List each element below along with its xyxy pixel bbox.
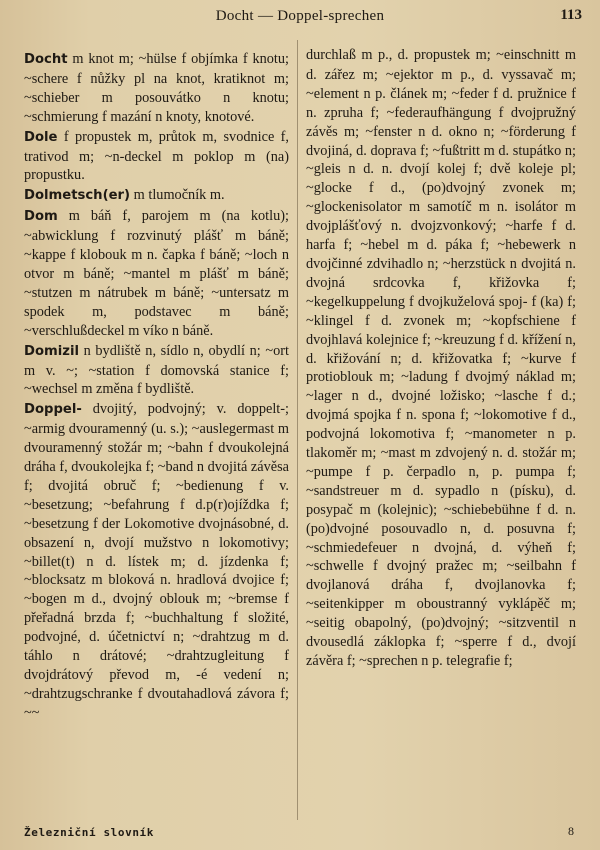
dictionary-entry: [24, 128, 289, 186]
page-footer: [24, 826, 584, 844]
entry-headword: Domizil: [24, 343, 79, 359]
right-column: [306, 46, 576, 671]
dictionary-entry: [24, 207, 289, 340]
entry-text: m báň f, parojem m (na kotlu); ~abwicklung f rozvinutý plášť m báně; ~kappe f klobouk m n. čapka f báně; ~loch n otvor m báně; ~mantel m plášť m báně; ~stutzen m nátrubek m báně; ~untersatz m spodek m, podstavec m báně; ~verschlußdeckel m víko n báně.: [24, 208, 289, 339]
entry-headword: Dole: [24, 129, 58, 145]
column-divider: [297, 40, 298, 820]
dictionary-entry: [24, 50, 289, 127]
entry-headword: Dolmetsch(er): [24, 188, 131, 204]
running-head: [0, 6, 600, 30]
page-number: 113: [560, 7, 582, 23]
entry-text: durchlaß m p., d. propustek m; ~einschnitt m d. zářez m; ~ejektor m p., d. vyssavač m; ~element n p. článek m; ~feder f d. pružnice f n. zpruha f; ~federaufhängung f dvojpružný závěs m; ~fenster n d. okno n; ~förderung f dvojiná, d. doprava f; ~fußtritt m d. stupátko n; ~gleis n d. n. dvojí kolej f; dvě koleje pl; ~glocke f d., (po)dvojný zvonek m; ~glockenisolator m samotíč m n. isolátor m dvojplášťový n. dvojzvonkový; ~harfe f d. harfa f; ~hebel m d. páka f; ~hebewerk n dvojčinné zdvihadlo n; ~herzstück n dvojitá n. dvojná srdcovka f, křižovka f; ~kegelkuppelung f dvojkuželová spoj- f (ka) f; ~klingel f d. zvonek m; ~kopfschiene f dvojhlavá kolejnice f; ~kreuzung f d. křížení n, d. křižování n; d. křižovatka f; ~kurve f protioblouk m; ~ladung f dvojmý náklad m; ~lager n d., dvojné ložisko; ~lasche f d.; dvojmá spojka f n. spona f; ~lokomotive f d., podvojná lokomotiva f; ~manometer n p. tlakoměr m; ~mast m zdvojený n. d. stožár m; ~pumpe f p. čerpadlo n, p. pumpa f; ~sandstreuer m d. sypadlo n (písku), d. posypač m (kolejnic); ~schiebebühne f d. n. (po)dvojné posouvadlo n, d. posuvna f; ~schmiedefeuer n dvojná, d. výheň f; ~schwelle f dvojný pražec m; ~seilbahn f dvojlanová dráha f, dvojlanovka f; ~seitenkipper m oboustranný vyklápěč m; ~seitig obapolný, (po)dvojný; ~sitzventil n dvousedlá záklopka f; ~sperre f d., dvojí závěra f; ~sprechen n p. telegrafie f;: [306, 47, 576, 669]
entry-text: f propustek m, průtok m, svodnice f, trativod m; ~n-deckel m poklop m (na) propustku.: [24, 128, 289, 184]
entry-text: n bydliště n, sídlo n, obydlí n; ~ort m v. ~; ~station f domovská stanice f; ~wechsel m změna f bydliště.: [24, 342, 289, 398]
footer-book-title: Železniční slovník: [24, 826, 155, 839]
dictionary-entry-continued: [306, 46, 576, 671]
entry-headword: Docht: [24, 52, 68, 67]
signature-mark: 8: [568, 824, 574, 838]
entry-headword: Dom: [24, 209, 58, 225]
left-column: [24, 50, 289, 724]
entry-text: m knot m; ~hülse f objímka f knotu; ~schere f nůžky pl na knot, kratiknot m; ~schieber m posouvátko n knotu; ~schmierung f mazání n knoty, knotové.: [24, 51, 289, 125]
dictionary-entry: [24, 186, 289, 206]
entry-text: m tlumočník m.: [130, 187, 225, 204]
dictionary-entry: [24, 400, 289, 722]
entry-text: dvojitý, podvojný; v. doppelt-; ~armig dvouramenný (u. s.); ~auslegermast m dvouramenný stožár m; ~bahn f dvoukolejná dráha f, dvoukolejka f; ~band n dvojitá závěsa f; dvojitá obruč f; ~bedienung f v. ~besetzung; ~befahrung f d.p(r)ojíždka f; ~besetzung f der Lokomotive dvojnásobné, d. obsazení n, dvojí mužstvo n lokomotivy; ~billet(t) n d. lístek m; d. jízdenka f; ~blocksatz m bloková n. hradlová dvojice f; ~bogen m d., dvojný oblouk m; ~bremse f přeřadná brzda f; ~buchhaltung f složité, podvojné, d. účetnictví n; ~drahtzug m d. táhlo n drátové; ~drahtzugleitung f dvojdrátový převod m, -é vedení n; ~drahtzugschranke f dvoutahadlová závora f; ~~: [24, 401, 289, 721]
page-title: Docht — Doppel-sprechen: [215, 8, 385, 24]
dictionary-entry: [24, 342, 289, 400]
entry-headword: Doppel-: [24, 402, 82, 418]
